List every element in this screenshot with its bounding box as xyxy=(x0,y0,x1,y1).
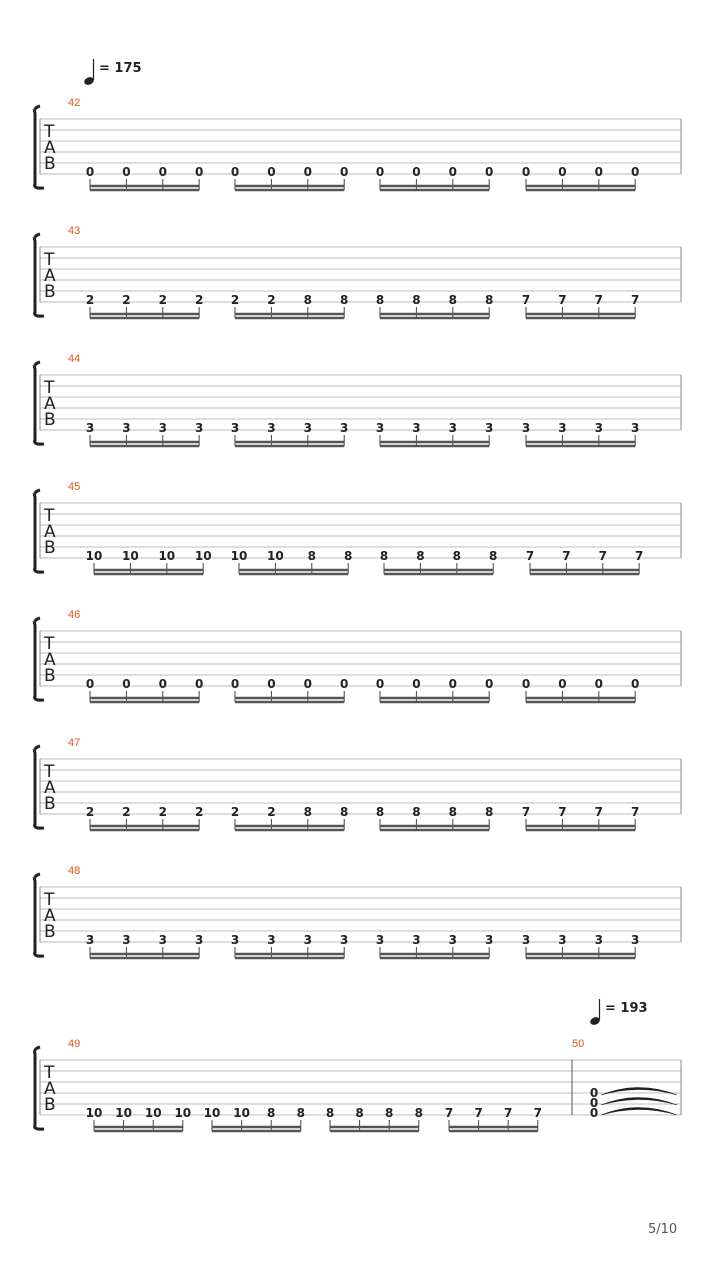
fret-number: 10 xyxy=(144,1106,162,1120)
tab-system-3 xyxy=(35,353,681,446)
tab-clef-b: B xyxy=(44,410,56,430)
fret-number: 7 xyxy=(635,549,644,563)
tab-system-5 xyxy=(35,609,681,702)
fret-number: 0 xyxy=(375,165,385,179)
fret-number: 10 xyxy=(233,1106,250,1120)
tab-system-6 xyxy=(35,737,681,830)
fret-number: 3 xyxy=(485,421,494,435)
tab-system-1 xyxy=(35,97,681,190)
fret-number: 3 xyxy=(195,421,204,435)
fret-number: 0 xyxy=(448,677,457,691)
fret-number: 0 xyxy=(195,165,204,179)
fret-number: 3 xyxy=(558,933,567,947)
fret-number: 3 xyxy=(267,421,276,435)
tab-system-7 xyxy=(35,865,681,958)
fret-number: 2 xyxy=(267,805,276,819)
tab-clef-t: T xyxy=(44,634,55,654)
measure-number: 48 xyxy=(68,865,81,877)
fret-number: 7 xyxy=(521,293,531,307)
fret-number: 3 xyxy=(195,933,204,947)
fret-number: 3 xyxy=(230,421,240,435)
fret-number: 3 xyxy=(85,933,95,947)
fret-number: 3 xyxy=(521,933,531,947)
tie-curve xyxy=(601,1108,677,1116)
fret-number: 0 xyxy=(412,677,421,691)
fret-number: 3 xyxy=(558,421,567,435)
fret-number: 0 xyxy=(485,165,494,179)
fret-number: 2 xyxy=(230,805,240,819)
tab-clef-a: A xyxy=(44,394,56,414)
fret-number: 3 xyxy=(230,933,240,947)
fret-number: 0 xyxy=(521,677,531,691)
fret-number: 0 xyxy=(340,165,349,179)
fret-number: 0 xyxy=(448,165,457,179)
fret-number: 10 xyxy=(122,549,139,563)
fret-number: 7 xyxy=(562,549,571,563)
fret-number: 8 xyxy=(375,805,385,819)
tab-clef-a: A xyxy=(44,522,56,542)
fret-number: 8 xyxy=(416,549,425,563)
fret-number: 3 xyxy=(158,421,167,435)
tab-clef-a: A xyxy=(44,138,56,158)
fret-number: 2 xyxy=(158,805,167,819)
fret-number: 3 xyxy=(412,421,421,435)
fret-number: 10 xyxy=(174,1106,192,1120)
fret-number: 0 xyxy=(558,677,567,691)
tempo-marking-1 xyxy=(83,59,142,86)
fret-number: 8 xyxy=(448,805,457,819)
tab-clef-t: T xyxy=(44,1063,55,1083)
fret-number: 7 xyxy=(521,805,531,819)
fret-number: 8 xyxy=(344,549,353,563)
tempo-marking-2 xyxy=(589,999,648,1026)
tab-clef-t: T xyxy=(44,250,55,270)
fret-number: 2 xyxy=(195,293,204,307)
measure-number: 49 xyxy=(68,1038,81,1050)
measure-number: 45 xyxy=(68,481,81,493)
measure-number: 47 xyxy=(68,737,81,749)
fret-number: 7 xyxy=(631,293,640,307)
fret-number: 10 xyxy=(158,549,176,563)
system-bracket xyxy=(35,874,44,956)
tab-system-8 xyxy=(35,1038,681,1131)
fret-number: 0 xyxy=(589,1106,599,1120)
fret-number: 3 xyxy=(340,933,349,947)
fret-number: 10 xyxy=(115,1106,132,1120)
fret-number: 3 xyxy=(485,933,494,947)
measure-number: 46 xyxy=(68,609,81,621)
fret-number: 8 xyxy=(303,293,312,307)
tab-system-2 xyxy=(35,225,681,318)
system-bracket xyxy=(35,746,44,828)
tab-clef-t: T xyxy=(44,122,55,142)
fret-number: 0 xyxy=(521,165,531,179)
fret-number: 0 xyxy=(303,677,312,691)
fret-number: 0 xyxy=(631,165,640,179)
fret-number: 3 xyxy=(267,933,276,947)
fret-number: 8 xyxy=(412,293,421,307)
fret-number: 0 xyxy=(158,165,167,179)
fret-number: 0 xyxy=(267,677,276,691)
fret-number: 10 xyxy=(230,549,248,563)
fret-number: 7 xyxy=(594,293,603,307)
fret-number: 0 xyxy=(375,677,385,691)
system-bracket xyxy=(35,234,44,316)
fret-number: 0 xyxy=(589,1096,599,1110)
fret-number: 8 xyxy=(385,1106,394,1120)
fret-number: 10 xyxy=(85,1106,103,1120)
fret-number: 2 xyxy=(122,293,131,307)
tie-curve xyxy=(601,1088,677,1096)
fret-number: 7 xyxy=(631,805,640,819)
fret-number: 8 xyxy=(412,805,421,819)
tempo-value: = 175 xyxy=(99,61,142,76)
system-bracket xyxy=(35,106,44,188)
tab-clef-a: A xyxy=(44,650,56,670)
fret-number: 0 xyxy=(85,677,95,691)
fret-number: 0 xyxy=(589,1086,599,1100)
tab-clef-t: T xyxy=(44,506,55,526)
fret-number: 0 xyxy=(267,165,276,179)
fret-number: 3 xyxy=(375,421,385,435)
fret-number: 7 xyxy=(444,1106,454,1120)
fret-number: 2 xyxy=(230,293,240,307)
fret-number: 0 xyxy=(340,677,349,691)
tab-clef-t: T xyxy=(44,378,55,398)
fret-number: 0 xyxy=(485,677,494,691)
fret-number: 3 xyxy=(594,421,603,435)
system-bracket xyxy=(35,1047,44,1129)
fret-number: 0 xyxy=(122,677,131,691)
fret-number: 7 xyxy=(474,1106,483,1120)
fret-number: 8 xyxy=(325,1106,335,1120)
fret-number: 3 xyxy=(375,933,385,947)
tab-clef-b: B xyxy=(44,154,56,174)
tab-clef-t: T xyxy=(44,762,55,782)
system-bracket xyxy=(35,490,44,572)
fret-number: 3 xyxy=(412,933,421,947)
fret-number: 3 xyxy=(521,421,531,435)
fret-number: 0 xyxy=(85,165,95,179)
measure-number: 50 xyxy=(572,1038,585,1050)
fret-number: 3 xyxy=(158,933,167,947)
fret-number: 8 xyxy=(485,805,494,819)
page-number: 5/10 xyxy=(648,1222,678,1237)
fret-number: 2 xyxy=(85,805,95,819)
fret-number: 8 xyxy=(379,549,389,563)
measure-number: 44 xyxy=(68,353,81,365)
fret-number: 8 xyxy=(307,549,316,563)
fret-number: 3 xyxy=(303,421,312,435)
fret-number: 3 xyxy=(631,421,640,435)
fret-number: 0 xyxy=(594,165,603,179)
fret-number: 7 xyxy=(558,805,567,819)
fret-number: 3 xyxy=(122,933,131,947)
fret-number: 8 xyxy=(355,1106,364,1120)
fret-number: 8 xyxy=(485,293,494,307)
system-bracket xyxy=(35,618,44,700)
fret-number: 3 xyxy=(594,933,603,947)
fret-number: 2 xyxy=(195,805,204,819)
fret-number: 7 xyxy=(598,549,607,563)
fret-number: 3 xyxy=(448,421,457,435)
system-bracket xyxy=(35,362,44,444)
fret-number: 3 xyxy=(340,421,349,435)
fret-number: 0 xyxy=(158,677,167,691)
tab-clef-b: B xyxy=(44,1095,56,1115)
fret-number: 0 xyxy=(412,165,421,179)
fret-number: 8 xyxy=(340,293,349,307)
fret-number: 3 xyxy=(85,421,95,435)
fret-number: 0 xyxy=(303,165,312,179)
fret-number: 0 xyxy=(122,165,131,179)
fret-number: 8 xyxy=(296,1106,305,1120)
fret-number: 0 xyxy=(631,677,640,691)
fret-number: 8 xyxy=(375,293,385,307)
tab-clef-b: B xyxy=(44,538,56,558)
tab-clef-b: B xyxy=(44,922,56,942)
fret-number: 7 xyxy=(558,293,567,307)
measure-number: 43 xyxy=(68,225,81,237)
tab-clef-t: T xyxy=(44,890,55,910)
tab-system-4 xyxy=(35,481,681,574)
tab-clef-a: A xyxy=(44,266,56,286)
fret-number: 3 xyxy=(448,933,457,947)
fret-number: 10 xyxy=(267,549,284,563)
fret-number: 2 xyxy=(158,293,167,307)
fret-number: 8 xyxy=(414,1106,423,1120)
tab-clef-b: B xyxy=(44,794,56,814)
fret-number: 7 xyxy=(533,1106,542,1120)
fret-number: 8 xyxy=(340,805,349,819)
fret-number: 8 xyxy=(452,549,461,563)
tab-clef-b: B xyxy=(44,282,56,302)
fret-number: 0 xyxy=(230,677,240,691)
fret-number: 10 xyxy=(85,549,103,563)
fret-number: 2 xyxy=(267,293,276,307)
fret-number: 0 xyxy=(594,677,603,691)
fret-number: 3 xyxy=(631,933,640,947)
fret-number: 7 xyxy=(525,549,535,563)
fret-number: 8 xyxy=(303,805,312,819)
tab-clef-a: A xyxy=(44,1079,56,1099)
tab-clef-a: A xyxy=(44,906,56,926)
tab-clef-a: A xyxy=(44,778,56,798)
fret-number: 8 xyxy=(267,1106,276,1120)
fret-number: 8 xyxy=(489,549,498,563)
fret-number: 0 xyxy=(230,165,240,179)
fret-number: 10 xyxy=(203,1106,221,1120)
fret-number: 8 xyxy=(448,293,457,307)
fret-number: 7 xyxy=(504,1106,513,1120)
fret-number: 0 xyxy=(195,677,204,691)
measure-number: 42 xyxy=(68,97,81,109)
fret-number: 3 xyxy=(303,933,312,947)
fret-number: 2 xyxy=(85,293,95,307)
tab-clef-b: B xyxy=(44,666,56,686)
tempo-value: = 193 xyxy=(605,1001,648,1016)
fret-number: 0 xyxy=(558,165,567,179)
fret-number: 3 xyxy=(122,421,131,435)
fret-number: 2 xyxy=(122,805,131,819)
fret-number: 7 xyxy=(594,805,603,819)
fret-number: 10 xyxy=(194,549,212,563)
